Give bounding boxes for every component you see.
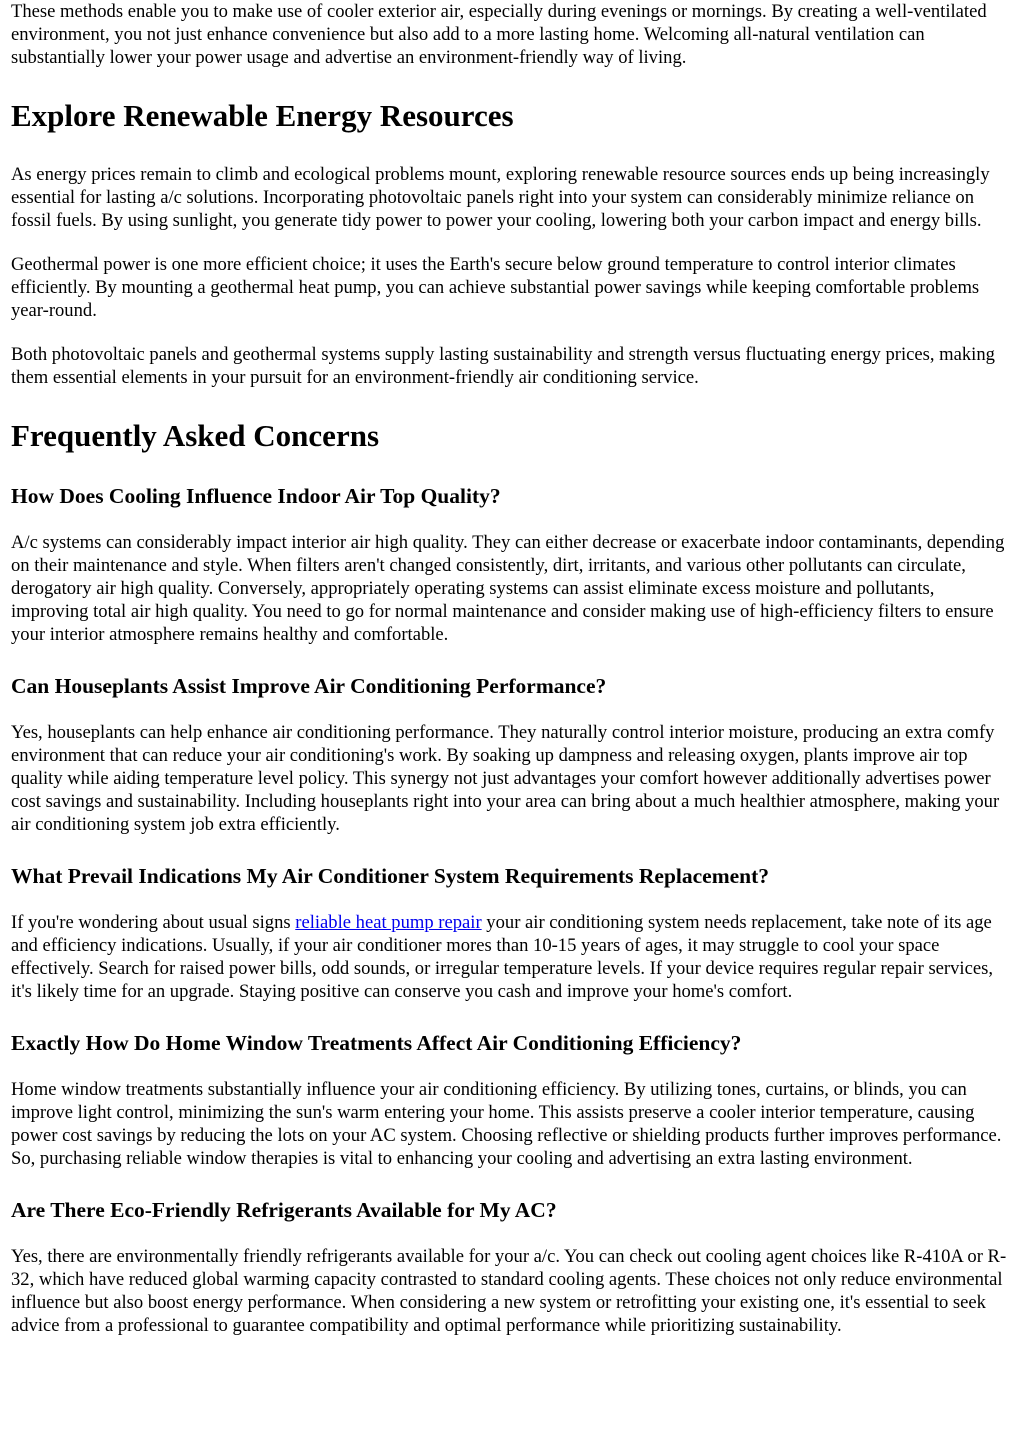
faq-question-4: Exactly How Do Home Window Treatments Affect Air Conditioning Efficiency? <box>11 1031 742 1055</box>
faq-question-2: Can Houseplants Assist Improve Air Conditioning Performance? <box>11 674 607 698</box>
faq-question-3: What Prevail Indications My Air Conditioner System Requirements Replacement? <box>11 864 770 888</box>
intro-paragraph: These methods enable you to make use of cooler exterior air, especially during evenings or mornings. By creating a well-ventilated environment, you not just enhance convenience but also add to a more lasting home. Welcoming all-natural ventilation can substantially lower your power usage and advertise an environment-friendly way of living. <box>11 1 987 68</box>
faq-answer-5: Yes, there are environmentally friendly refrigerants available for your a/c. You can check out cooling agent choices like R-410A or R-32, which have reduced global warming capacity contrasted to standard cooling agents. These choices not only reduce environmental influence but also boost energy performance. When considering a new system or retrofitting your existing one, it's essential to seek advice from a professional to guarantee compatibility and optimal performance while prioritizing sustainability. <box>11 1246 1007 1336</box>
faq-answer-2: Yes, houseplants can help enhance air conditioning performance. They naturally control interior moisture, producing an extra comfy environment that can reduce your air conditioning's work. By soaking up dampness and releasing oxygen, plants improve air top quality while aiding temperature level policy. This synergy not just advantages your comfort however additionally advertises power cost savings and sustainability. Including houseplants right into your area can bring about a much healthier atmosphere, making your air conditioning system job extra efficiently. <box>11 722 1000 835</box>
renewable-paragraph-1: As energy prices remain to climb and ecological problems mount, exploring renewable resource sources ends up being increasingly essential for lasting a/c solutions. Incorporating photovoltaic panels right into your system can considerably minimize reliance on fossil fuels. By using sunlight, you generate tidy power to power your cooling, lowering both your carbon impact and energy bills. <box>11 164 990 231</box>
section-heading-renewable: Explore Renewable Energy Resources <box>11 98 514 133</box>
section-heading-faq: Frequently Asked Concerns <box>11 418 380 453</box>
faq-question-5: Are There Eco-Friendly Refrigerants Available for My AC? <box>11 1198 557 1222</box>
faq-answer-3-lead: If you're wondering about usual signs <box>11 912 296 933</box>
faq-answer-1: A/c systems can considerably impact interior air high quality. They can either decrease or exacerbate indoor contaminants, depending on their maintenance and style. When filters aren't changed consistently, dirt, irritants, and various other pollutants can circulate, derogatory air high quality. Conversely, appropriately operating systems can assist eliminate excess moisture and pollutants, improving total air high quality. You need to go for normal maintenance and consider making use of high-efficiency filters to ensure your interior atmosphere remains healthy and comfortable. <box>11 532 1005 645</box>
faq-answer-4: Home window treatments substantially influence your air conditioning efficiency. By utilizing tones, curtains, or blinds, you can improve light control, minimizing the sun's warm entering your home. This assists preserve a cooler interior temperature, causing power cost savings by reducing the lots on your AC system. Choosing reflective or shielding products further improves performance. So, purchasing reliable window therapies is vital to enhancing your cooling and advertising an extra lasting environment. <box>11 1079 1002 1169</box>
renewable-paragraph-3: Both photovoltaic panels and geothermal systems supply lasting sustainability and strength versus fluctuating energy prices, making them essential elements in your pursuit for an environment-friendly air conditioning service. <box>11 344 995 388</box>
faq-answer-3 <box>11 911 1013 1003</box>
renewable-paragraph-2: Geothermal power is one more efficient choice; it uses the Earth's secure below ground temperature to control interior climates efficiently. By mounting a geothermal heat pump, you can achieve substantial power savings while keeping comfortable problems year-round. <box>11 254 980 321</box>
faq-answer-3-rest: your air conditioning system needs replacement, take note of its age and efficiency indications. Usually, if your air conditioner mores than 10-15 years of ages, it may struggle to cool your space effectively. Search for raised power bills, odd sounds, or irregular temperature levels. If your device requires regular repair services, it's likely time for an upgrade. Staying positive can conserve you cash and improve your home's comfort. <box>11 912 993 1002</box>
heat-pump-repair-link[interactable]: reliable heat pump repair <box>295 912 482 933</box>
faq-question-1: How Does Cooling Influence Indoor Air Top Quality? <box>11 484 501 508</box>
